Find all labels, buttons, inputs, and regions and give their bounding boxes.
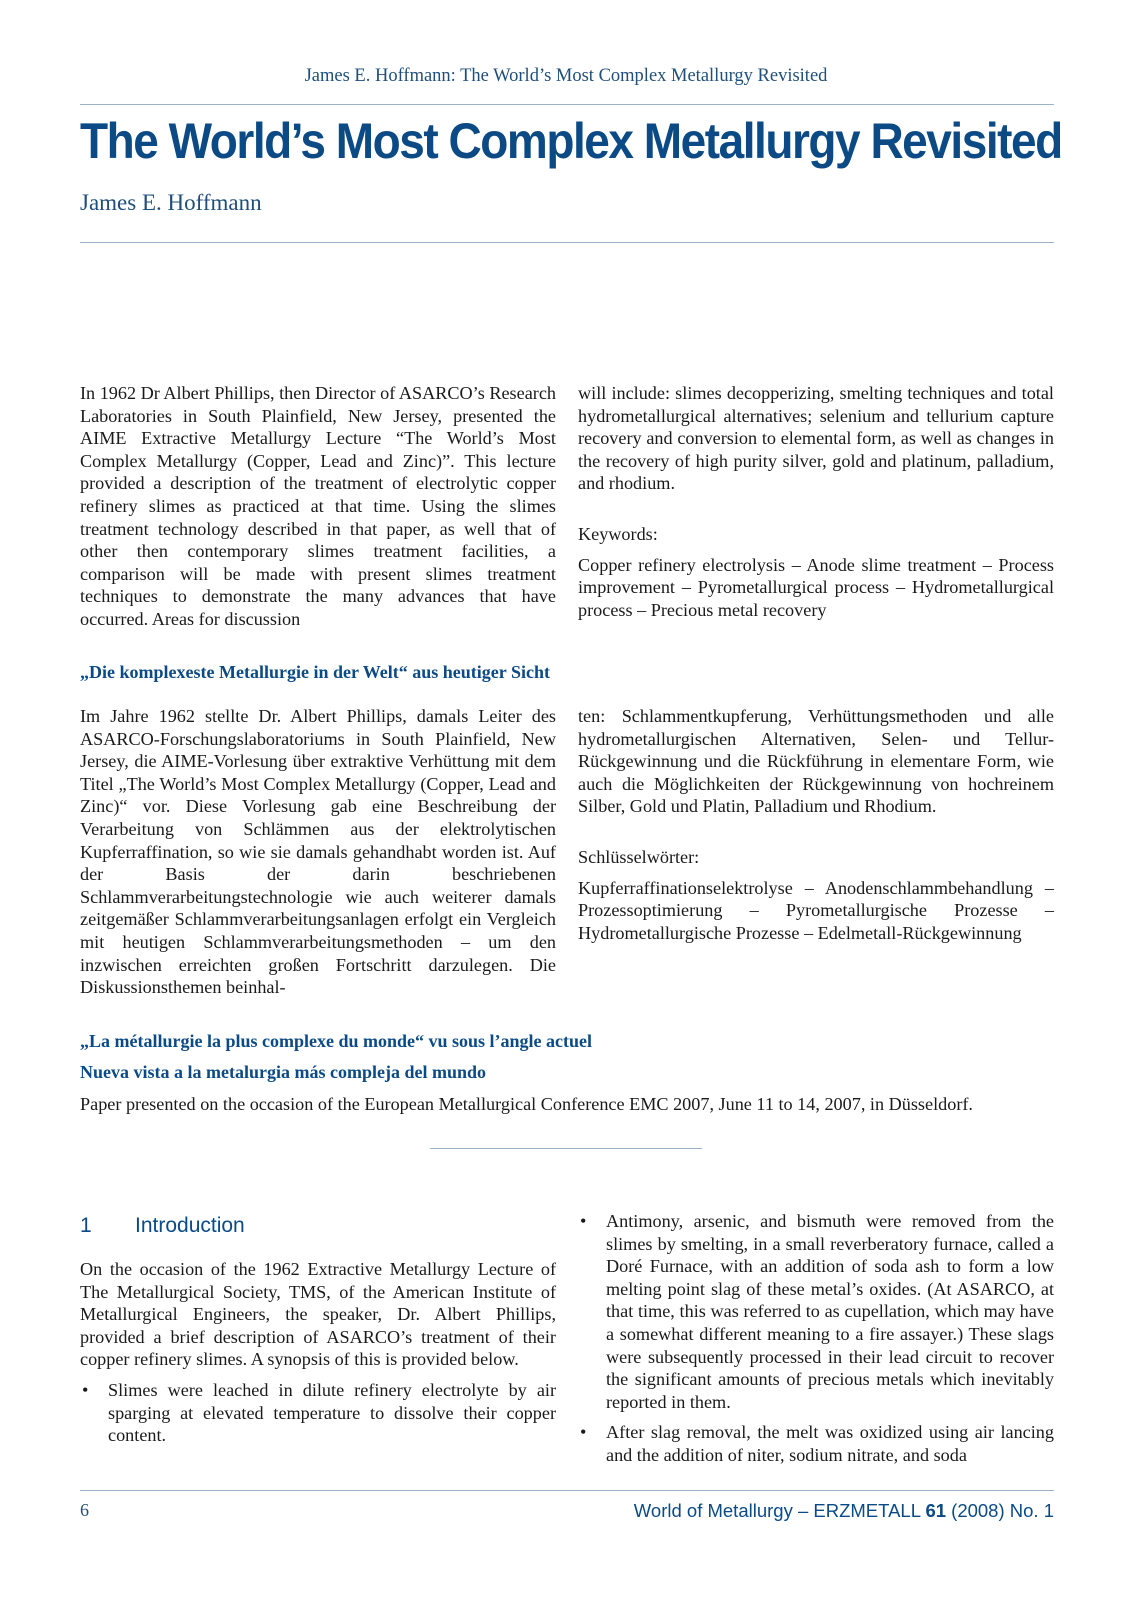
bullet-dot: • <box>580 1422 587 1443</box>
heading-fr: „La métallurgie la plus complexe du monde“ vu sous l’angle actuel <box>80 1031 593 1051</box>
short-divider <box>430 1148 702 1149</box>
journal-volume: 61 <box>925 1500 947 1521</box>
bullet-text: Antimony, arsenic, and bismuth were removed from the slimes by smelting, in a small reverberatory furnace, called a Doré Furnace, with an addition of soda ash to form a low melting point slag of these metal’s oxides. (At ASARCO, at that time, this was referred to as cupellation, which may have a somewhat different meaning to a fire assayer.) These slags were subsequently processed in their lead circuit to recover the significant amounts of precious metals which inevitably reported in them. <box>606 1211 1054 1412</box>
journal-citation <box>634 1500 1054 1522</box>
abstract-en-text-1: In 1962 Dr Albert Phillips, then Director of ASARCO’s Research Laboratories in South Plainfield, New Jersey, presented the AIME Extractive Metallurgy Lecture “The World’s Most Complex Metallurgy (Copper, Lead and Zinc)”. This lecture provided a description of the treatment of electrolytic copper refinery slimes as practiced at that time. Using the slimes treatment technology described in that paper, as well that of other then contemporary slimes treatment facilities, a comparison will be made with present slimes treatment techniques to demonstrate the many advances that have occurred. Areas for discussion <box>80 383 556 629</box>
intro-bullets-right <box>578 1210 1054 1467</box>
page-number: 6 <box>80 1500 89 1520</box>
bullet-dot: • <box>82 1379 89 1400</box>
list-item <box>578 1421 1054 1466</box>
list-item <box>578 1210 1054 1413</box>
heading-es: Nueva vista a la metalurgia más compleja del mundo <box>80 1062 486 1082</box>
section-heading <box>80 1214 245 1238</box>
running-head: James E. Hoffmann: The World’s Most Complex Metallurgy Revisited <box>304 66 828 86</box>
bullet-text: Slimes were leached in dilute refinery electrolyte by air sparging at elevated temperature to dissolve their copper content. <box>108 1379 556 1446</box>
abstract-de-text-2: ten: Schlammentkupferung, Verhüttungsmethoden und alle hydrometallurgischen Alternativen, Selen- und Tellur-Rückgewinnung und die Rückführung in elementare Form, wie auch die Möglichkeiten der Rückgewinnung von hochreinem Silber, Gold und Platin, Palladium und Rhodium. <box>578 706 1054 817</box>
footer-divider <box>80 1490 1054 1491</box>
list-item <box>80 1379 556 1447</box>
keywords-label-en: Keywords: <box>578 523 658 544</box>
abstract-de-text-1: Im Jahre 1962 stellte Dr. Albert Phillips, damals Leiter des ASARCO-Forschungslaboratoriums in South Plainfield, New Jersey, die AIME-Vorlesung über extraktive Verhüttung mit dem Titel „The World’s Most Complex Metallurgy (Copper, Lead and Zinc)“ vor. Diese Vorlesung gab eine Beschreibung der Verarbeitung von Schlämmen aus der elektrolytischen Kupferraffination, so wie sie damals gehandhabt worden ist. Auf der Basis der darin beschriebenen Schlammverarbeitungstechnologie wie auch weiterer damals zeitgemäßer Schlammverarbeitungsanlagen erfolgt ein Vergleich mit heutigen Schlammverarbeitungsmethoden – um den inzwischen erreichten großen Fortschritt darzulegen. Die Diskussionsthemen beinhal- <box>80 706 556 998</box>
intro-paragraph: On the occasion of the 1962 Extractive Metallurgy Lecture of The Metallurgical Society, TMS, of the American Institute of Metallurgical Engineers, the speaker, Dr. Albert Phillips, provided a brief description of ASARCO’s treatment of their copper refinery slimes. A synopsis of this is provided below. <box>80 1259 556 1370</box>
section-number: 1 <box>80 1214 92 1237</box>
paper-title: The World’s Most Complex Metallurgy Revisited <box>80 113 1062 169</box>
conference-note: Paper presented on the occasion of the European Metallurgical Conference EMC 2007, June 11 to 14, 2007, in Düsseldorf. <box>80 1094 973 1114</box>
abstract-de-right <box>578 705 1054 944</box>
abstract-en-right <box>578 382 1054 621</box>
keywords-label-de: Schlüsselwörter: <box>578 846 700 867</box>
keywords-en: Copper refinery electrolysis – Anode slime treatment – Process improvement – Pyrometallurgical process – Hydrometallurgical process – Precious metal recovery <box>578 554 1054 620</box>
keywords-de: Kupferraffinationselektrolyse – Anodenschlammbehandlung – Prozessoptimierung – Pyrometallurgische Prozesse – Hydrometallurgische Prozesse – Edelmetall-Rückgewinnung <box>578 877 1054 943</box>
intro-bullets-left <box>80 1379 556 1447</box>
section-title: Introduction <box>135 1214 245 1237</box>
abstract-de-left <box>80 705 556 999</box>
intro-left-column <box>80 1258 556 1447</box>
author-name: James E. Hoffmann <box>80 190 262 215</box>
heading-de: „Die komplexeste Metallurgie in der Welt“ aus heutiger Sicht <box>80 662 550 682</box>
header-divider <box>80 104 1054 105</box>
intro-right-column <box>578 1210 1054 1467</box>
abstract-en-text-2: will include: slimes decopperizing, smelting techniques and total hydrometallurgical alternatives; selenium and tellurium capture recovery and conversion to elemental form, as well as changes in the recovery of high purity silver, gold and platinum, palladium, and rhodium. <box>578 383 1054 494</box>
title-divider <box>80 242 1054 243</box>
journal-issue: (2008) No. 1 <box>946 1500 1054 1521</box>
bullet-text: After slag removal, the melt was oxidized using air lancing and the addition of niter, sodium nitrate, and soda <box>606 1422 1054 1465</box>
bullet-dot: • <box>580 1211 587 1231</box>
journal-name: World of Metallurgy – ERZMETALL <box>633 1500 926 1521</box>
abstract-en-left <box>80 382 556 631</box>
